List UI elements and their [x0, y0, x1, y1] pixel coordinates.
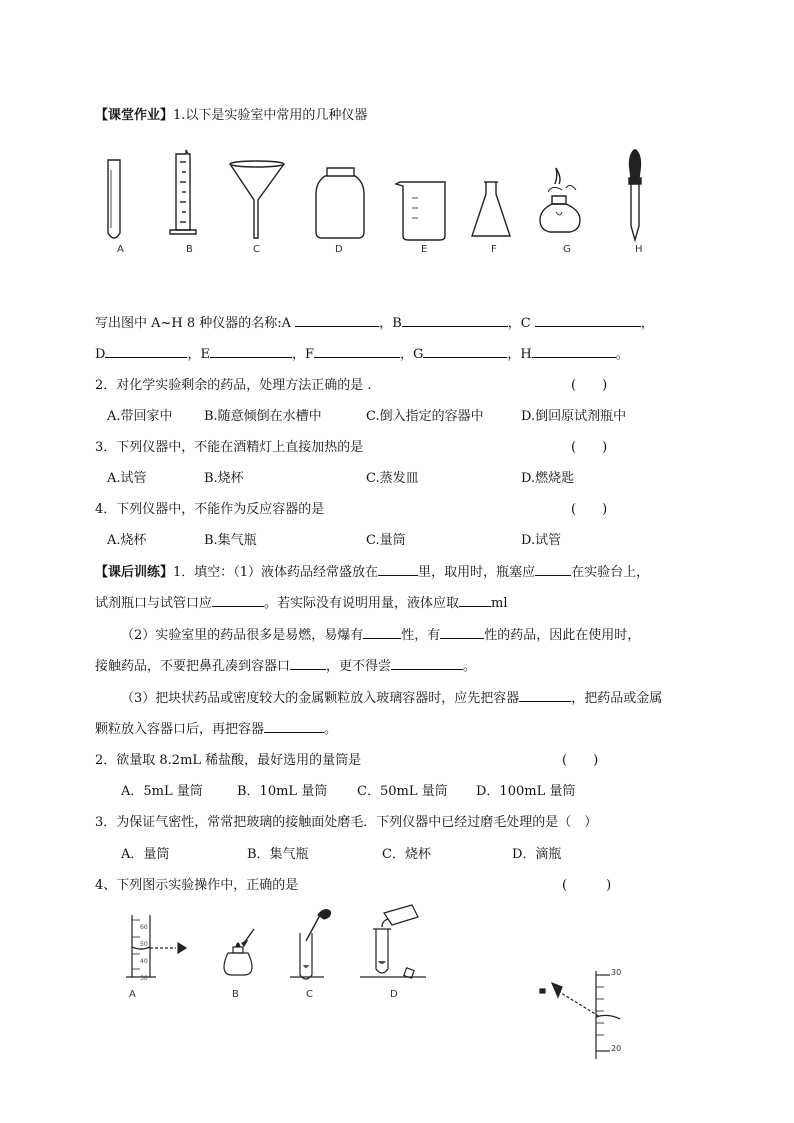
meniscus-tick-20: 20: [611, 1044, 622, 1053]
q1-label-h: ，H: [507, 347, 532, 362]
conical-flask-drawing: [472, 182, 510, 236]
s2-p3d: 。: [324, 722, 338, 737]
cyl-a-tick: 30: [140, 975, 148, 982]
r2-option-a[interactable]: A．5mL 量筒: [121, 784, 203, 799]
r4-stem: 4、下列图示实验操作中，正确的是: [95, 878, 299, 893]
op-label-b: B: [232, 989, 239, 1000]
dropper-into-tube-op: [290, 910, 330, 979]
s2-p2e: ，更不得尝: [326, 659, 392, 674]
instrument-label-g: G: [563, 244, 571, 255]
answer-blank-g[interactable]: [423, 345, 507, 358]
r2-stem: 2．欲量取 8.2mL 稀盐酸，最好选用的量筒是: [95, 753, 362, 768]
op-label-a: A: [129, 989, 136, 1000]
s2-p1f: ml: [491, 596, 508, 611]
section1-title: [95, 104, 367, 123]
answer-blank-b[interactable]: [402, 314, 508, 327]
instrument-label-h: H: [635, 244, 643, 255]
fill-blank-10[interactable]: [264, 720, 324, 733]
q3-option-d[interactable]: D.燃烧匙: [521, 471, 575, 486]
funnel-drawing: [230, 161, 284, 238]
s2-p3a: （3）把块状药品或密度较大的金属颗粒放入玻璃容器时，应先把容器: [121, 691, 520, 706]
r3-option-a[interactable]: A．量筒: [121, 847, 170, 862]
q2-option-a[interactable]: A.带回家中: [107, 409, 173, 424]
q3-option-c[interactable]: C.蒸发皿: [366, 471, 419, 486]
s2-p2-line2: [95, 655, 476, 674]
q1-label-e: ，E: [187, 347, 210, 362]
s2-p2d: 接触药品，不要把鼻孔凑到容器口: [95, 659, 291, 674]
q1-label-d: D: [95, 347, 106, 362]
q3-stem: 3．下列仪器中，不能在酒精灯上直接加热的是: [95, 440, 364, 455]
q1-line1: [95, 312, 654, 331]
q4-option-a[interactable]: A.烧杯: [107, 533, 147, 548]
s2-p2c: 性的药品，因此在使用时，: [484, 628, 641, 643]
q2-option-d[interactable]: D.倒回原试剂瓶中: [521, 409, 627, 424]
s2-p1a: 1．填空：（1）液体药品经常盛放在: [173, 565, 379, 580]
s2-p2f: 。: [463, 659, 477, 674]
instrument-label-a: A: [117, 244, 124, 255]
r2-option-b[interactable]: B．10mL 量筒: [237, 784, 328, 799]
beaker-drawing: [396, 182, 445, 240]
fill-blank-4[interactable]: [459, 594, 491, 607]
q4-answer-paren[interactable]: ( ): [571, 502, 608, 517]
cyl-a-ticks: [140, 919, 148, 987]
q4-stem: 4．下列仪器中，不能作为反应容器的是: [95, 502, 325, 517]
reading-cylinder-op: [126, 915, 186, 977]
q1-line2: [95, 343, 629, 362]
section1-header: 【课堂作业】: [95, 108, 174, 123]
r3-option-b[interactable]: B．集气瓶: [247, 847, 309, 862]
r3-stem: 3．为保证气密性，常常把玻璃的接触面处磨毛．下列仪器中已经过磨毛处理的是（ ）: [95, 815, 598, 830]
test-tube-drawing: [108, 160, 120, 238]
fill-blank-8[interactable]: [391, 657, 463, 670]
q3-option-b[interactable]: B.烧杯: [204, 471, 244, 486]
fill-blank-1[interactable]: [378, 563, 418, 576]
dropper-drawing: [629, 150, 641, 240]
r3-option-c[interactable]: C．烧杯: [382, 847, 431, 862]
q3-answer-paren[interactable]: ( ): [571, 440, 608, 455]
answer-blank-h[interactable]: [532, 345, 616, 358]
wide-mouth-bottle-drawing: [316, 168, 364, 238]
answer-blank-c[interactable]: [535, 314, 641, 327]
instrument-label-e: E: [421, 244, 428, 255]
answer-blank-d[interactable]: [105, 345, 187, 358]
cyl-a-tick: 50: [140, 941, 148, 948]
answer-blank-f[interactable]: [314, 345, 400, 358]
s2-p2-line1: [121, 624, 640, 643]
s2-p1d: 试剂瓶口与试管口应: [95, 596, 213, 611]
section1-question: 1.以下是实验室中常用的几种仪器: [173, 108, 368, 123]
pouring-liquid-op: [360, 905, 426, 978]
lamp-lighting-op: [224, 929, 254, 975]
s2-p1-line1: [95, 561, 649, 580]
s2-p2a: （2）实验室里的药品很多是易燃，易爆有: [121, 628, 364, 643]
s2-p1e: 。若实际没有说明用量，液体应取: [264, 596, 460, 611]
r2-option-c[interactable]: C．50mL 量筒: [357, 784, 448, 799]
fill-blank-9[interactable]: [519, 689, 571, 702]
fill-blank-5[interactable]: [363, 626, 401, 639]
op-label-d: D: [390, 989, 398, 1000]
q1-label-c: ，C: [507, 316, 531, 331]
q2-option-c[interactable]: C.倒入指定的容器中: [366, 409, 484, 424]
r4-answer-paren[interactable]: ( ): [562, 878, 612, 893]
s2-p1c: 在实验台上，: [571, 565, 650, 580]
q1-comma: ，: [640, 316, 654, 331]
fill-blank-6[interactable]: [440, 626, 484, 639]
q1-label-f: ，F: [291, 347, 314, 362]
alcohol-lamp-drawing: [540, 168, 580, 232]
r2-option-d[interactable]: D．100mL 量筒: [476, 784, 576, 799]
fill-blank-7[interactable]: [290, 657, 326, 670]
s2-p3b: ，把药品或金属: [571, 691, 663, 706]
meniscus-tick-30: 30: [611, 968, 622, 977]
s2-p3-line2: [95, 718, 337, 737]
s2-p2b: 性，有: [401, 628, 441, 643]
r3-option-d[interactable]: D．滴瓶: [512, 847, 562, 862]
fill-blank-2[interactable]: [535, 563, 571, 576]
graduated-cylinder-drawing: [170, 150, 196, 234]
instrument-label-c: C: [253, 244, 260, 255]
q2-option-b[interactable]: B.随意倾倒在水槽中: [204, 409, 322, 424]
s2-p3c: 颗粒放入容器口后，再把容器: [95, 722, 265, 737]
q4-option-d[interactable]: D.试管: [521, 533, 562, 548]
q1-label-b: ，B: [379, 316, 402, 331]
s2-p3-line1: [121, 687, 662, 706]
operations-figure: [120, 905, 430, 995]
q3-option-a[interactable]: A.试管: [107, 471, 147, 486]
s2-p1-line2: [95, 592, 508, 611]
q1-period: 。: [615, 347, 629, 362]
q4-option-c[interactable]: C.量筒: [366, 533, 406, 548]
s2-p1b: 里，取用时，瓶塞应: [418, 565, 536, 580]
fill-blank-3[interactable]: [212, 594, 264, 607]
section2-header: 【课后训练】: [95, 565, 174, 580]
instrument-label-f: F: [491, 244, 497, 255]
answer-blank-e[interactable]: [210, 345, 292, 358]
instrument-label-b: B: [186, 244, 193, 255]
op-label-c: C: [306, 989, 313, 1000]
r2-answer-paren[interactable]: ( ): [562, 753, 599, 768]
cyl-a-tick: 40: [140, 958, 148, 965]
q4-option-b[interactable]: B.集气瓶: [204, 533, 257, 548]
answer-blank-a[interactable]: [295, 314, 379, 327]
instrument-label-d: D: [335, 244, 343, 255]
q2-answer-paren[interactable]: ( ): [571, 378, 608, 393]
q1-prefix: 写出图中 A~H 8 种仪器的名称:A: [95, 316, 292, 331]
q2-stem: 2．对化学实验剩余的药品，处理方法正确的是 .: [95, 378, 372, 393]
cyl-a-tick: 60: [140, 924, 148, 931]
q1-label-g: ，G: [399, 347, 424, 362]
